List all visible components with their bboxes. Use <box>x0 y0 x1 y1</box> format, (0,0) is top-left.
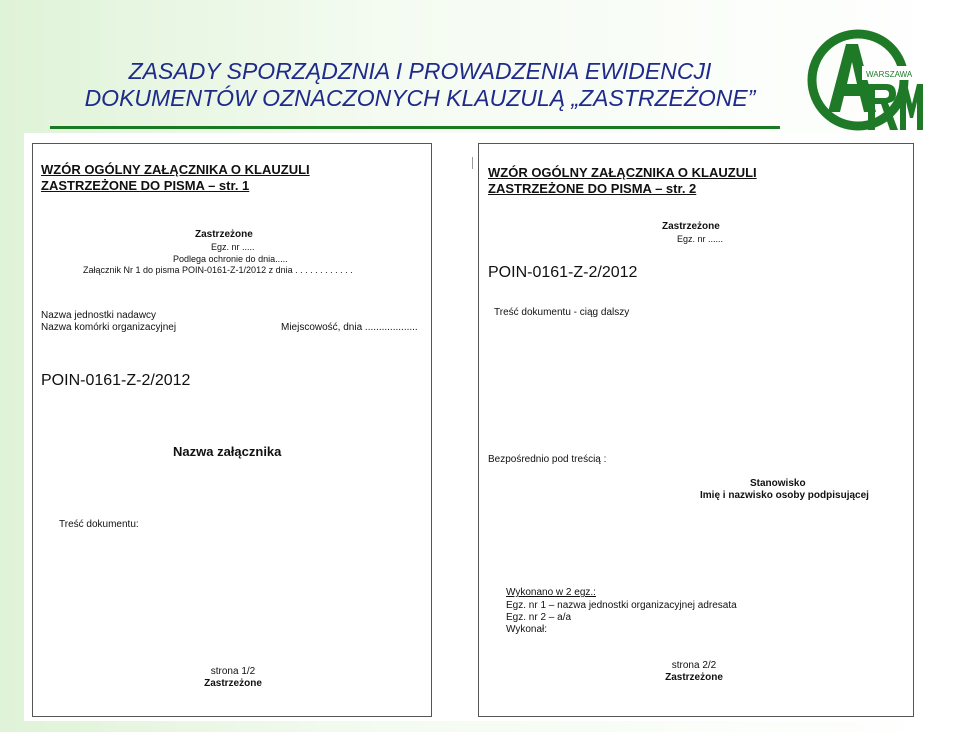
page1-protection: Podlega ochronie do dnia..... <box>173 254 288 264</box>
page2-page-number: strona 2/2 <box>671 660 717 671</box>
page2-heading-1: WZÓR OGÓLNY ZAŁĄCZNIKA O KLAUZULI <box>488 165 757 180</box>
page1-attachment-ref: Załącznik Nr 1 do pisma POIN-0161-Z-1/2012 z dnia . . . . . . . . . . . . <box>83 265 353 275</box>
page1-copy-no: Egz. nr ..... <box>211 242 255 252</box>
logo-city: WARSZAWA <box>866 70 913 79</box>
page2-author: Wykonał: <box>506 624 548 635</box>
page2-classification: Zastrzeżone <box>662 221 720 232</box>
page1-heading-1: WZÓR OGÓLNY ZAŁĄCZNIKA O KLAUZULI <box>41 162 310 177</box>
page2-made-in: Wykonano w 2 egz.: <box>506 587 596 598</box>
page2-below-content: Bezpośrednio pod treścią : <box>488 454 607 465</box>
page2-position: Stanowisko <box>750 478 806 489</box>
page2-content-continued: Treść dokumentu - ciąg dalszy <box>494 307 630 318</box>
page1-place-date: Miejscowość, dnia ................... <box>281 322 418 333</box>
page2-copy-1: Egz. nr 1 – nazwa jednostki organizacyjnej adresata <box>506 600 737 611</box>
page2-reference: POIN-0161-Z-2/2012 <box>488 264 638 281</box>
page2-signatory: Imię i nazwisko osoby podpisującej <box>700 490 869 501</box>
page1-sender-cell: Nazwa komórki organizacyjnej <box>41 322 177 333</box>
page1-classification: Zastrzeżone <box>195 229 253 240</box>
template-page-1 <box>32 143 432 717</box>
page1-heading-2: ZASTRZEŻONE DO PISMA – str. 1 <box>41 178 250 193</box>
page1-content-label: Treść dokumentu: <box>59 519 139 530</box>
page1-sender-unit: Nazwa jednostki nadawcy <box>41 310 157 321</box>
page1-attachment-name: Nazwa załącznika <box>173 444 282 459</box>
title-underline <box>50 126 780 129</box>
page2-heading-2: ZASTRZEŻONE DO PISMA – str. 2 <box>488 181 697 196</box>
page2-footer-classification: Zastrzeżone <box>665 672 723 683</box>
page1-footer-classification: Zastrzeżone <box>204 678 262 689</box>
page-divider-mark <box>472 157 473 169</box>
template-page-2 <box>478 143 914 717</box>
page1-page-number: strona 1/2 <box>210 666 256 677</box>
page2-copy-2: Egz. nr 2 – a/a <box>506 612 572 623</box>
logo-letter-m <box>900 84 923 130</box>
page2-copy-no: Egz. nr ...... <box>677 234 724 244</box>
title-line-1: ZASADY SPORZĄDZNIA I PROWADZENIA EWIDENCJI <box>128 58 712 84</box>
arm-logo <box>806 26 924 134</box>
slide-title <box>40 58 800 112</box>
page1-reference: POIN-0161-Z-2/2012 <box>41 372 191 389</box>
title-line-2: DOKUMENTÓW OZNACZONYCH KLAUZULĄ „ZASTRZEŻONE” <box>84 85 756 111</box>
